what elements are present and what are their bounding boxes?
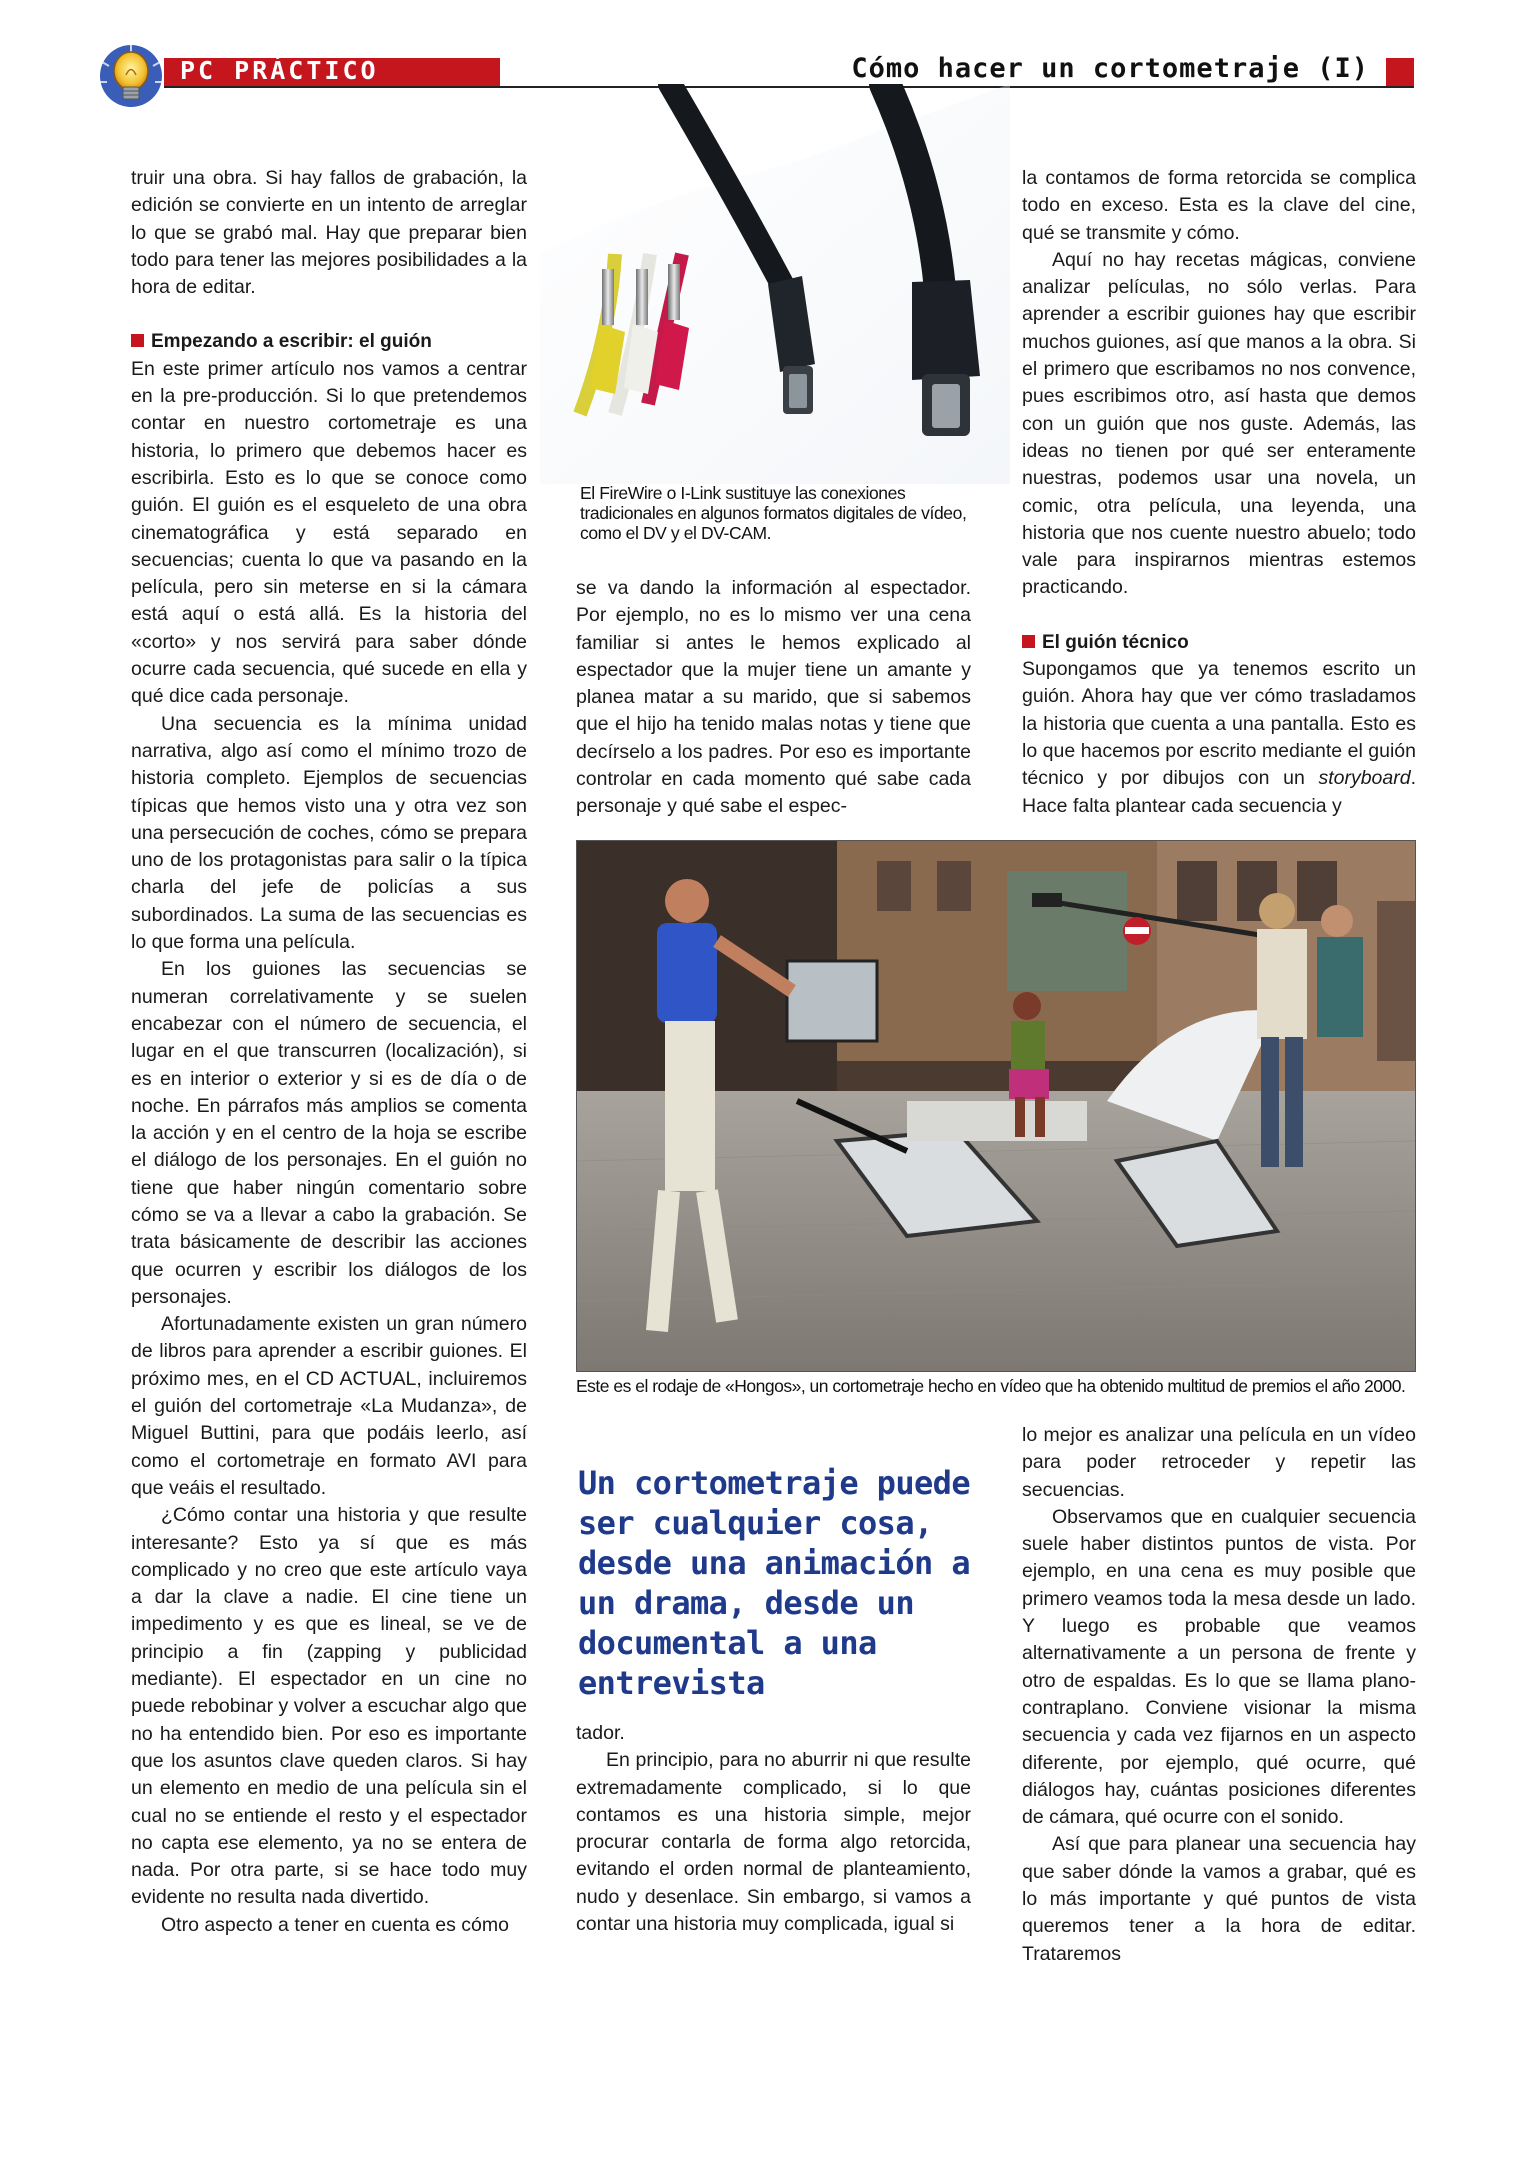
figure-caption: Este es el rodaje de «Hongos», un cortometraje hecho en vídeo que ha obtenido multitud de premios el año 2000. bbox=[576, 1376, 1406, 1396]
paragraph: lo mejor es analizar una película en un vídeo para poder retroceder y repetir las secuencias. bbox=[1022, 1424, 1416, 1501]
lightbulb-icon bbox=[90, 42, 172, 110]
pull-quote: Un cortometraje puede ser cualquier cosa, desde una animación a un drama, desde un documental a una entrevista bbox=[578, 1464, 970, 1702]
column-1 bbox=[131, 165, 527, 1939]
emphasis: storyboard bbox=[1318, 767, 1411, 790]
bullet-square-icon bbox=[1022, 635, 1035, 648]
paragraph: se va dando la información al espectador. Por ejemplo, no es lo mismo ver una cena familiar si antes le hemos explicado al espectador que la mujer tiene un amante y planea matar a su marido, que si sabemos que el hijo ha tenido malas notas y tiene que decírselo a los padres. Por eso es importante controlar en cada momento qué sabe cada personaje y qué sabe el espec- bbox=[576, 577, 971, 818]
firewire-cables-photo bbox=[540, 84, 1010, 484]
paragraph: En los guiones las secuencias se numeran correlativamente y se suelen encabezar con el número de secuencia, el lugar en el que transcurren (localización), si es en interior o exterior y si es de día o de noche. En párrafos más amplios se comenta la acción y en el centro de la hoja se escribe el diálogo de los personajes. En el guión no tiene que haber ningún comentario sobre cómo se va a llevar a cabo la grabación. Se trata básicamente de describir las acciones que ocurren y escribir los diálogos de los personajes. bbox=[131, 958, 527, 1308]
article-title: Cómo hacer un cortometraje (I) bbox=[851, 53, 1369, 84]
column-3 bbox=[1022, 165, 1416, 820]
paragraph: Afortunadamente existen un gran número de libros para aprender a escribir guiones. El próximo mes, en el CD ACTUAL, incluiremos el guión del cortometraje «La Mudanza», de Miguel Buttini, para que podáis leerlo, así como el cortometraje en formato AVI para que veáis el resultado. bbox=[131, 1313, 527, 1499]
figure-caption: El FireWire o I-Link sustituye las conexiones tradicionales en algunos formatos digitales de vídeo, como el DV y el DV-CAM. bbox=[580, 483, 967, 543]
paragraph: Una secuencia es la mínima unidad narrativa, algo así como el mínimo trozo de historia completo. Ejemplos de secuencias típicas que hemos visto una y otra vez son una persecución de coches, cómo se prepara uno de los protagonistas para salir o la típica charla del jefe de policías a sus subordinados. La suma de las secuencias es lo que forma una película. bbox=[131, 712, 527, 954]
column-2-continued bbox=[576, 1720, 971, 1938]
paragraph: En principio, para no aburrir ni que resulte extremadamente complicado, si lo que contamos es una historia simple, mejor procurar contarla de forma algo retorcida, evitando el orden normal de planteamiento, nudo y desenlace. Sin embargo, si vamos a contar una historia muy complicada, igual si bbox=[576, 1749, 971, 1936]
section-label: PC PRÁCTICO bbox=[180, 56, 379, 85]
column-2 bbox=[576, 575, 971, 821]
subheading bbox=[131, 328, 527, 355]
paragraph: Aquí no hay recetas mágicas, conviene analizar películas, no sólo verlas. Para aprender a escribir guiones hay que escribir muchos guiones, así que manos a la obra. Si el primero que escribamos no nos convence, pues escribimos otro, así hasta que demos con un guión que nos guste. Además, las ideas no tienen por qué ser enteramente nuestras, podemos usar una novela, un comic, otra película, una leyenda, una historia que nos cuente nuestro abuelo; todo vale para inspirarnos mientras estemos practicando. bbox=[1022, 248, 1416, 599]
column-3-continued bbox=[1022, 1422, 1416, 1968]
paragraph: Observamos que en cualquier secuencia suele haber distintos puntos de vista. Por ejemplo, en una cena es muy posible que primero veamos toda la mesa desde un lado. Y luego es probable que veamos alternativamente a un persona de frente y otro de espaldas. Es lo que se llama plano-contraplano. Conviene visionar la misma secuencia y cada vez fijarnos en un aspecto diferente, por ejemplo, qué ocurre, qué diálogos hay, cuántas posiciones diferentes de cámara, qué ocurre con el sonido. bbox=[1022, 1505, 1416, 1829]
paragraph: ¿Cómo contar una historia y que resulte interesante? Esto ya sí que es más complicado y no creo que este artículo vaya a dar la clave a nadie. El cine tiene un impedimento y es que es lineal, se ve de principio a fin (zapping y publicidad mediante). El espectador en un cine no puede rebobinar y volver a escuchar algo que no ha entendido bien. Por eso es importante que los asuntos clave queden claros. Si hay un elemento en medio de una película sin el cual no se entiende el resto y el espectador no capta ese elemento, ya no se entera de nada. Por otra parte, si se hace todo muy evidente no resulta nada divertido. bbox=[131, 1504, 527, 1909]
paragraph: En este primer artículo nos vamos a centrar en la pre-producción. Si lo que pretendemos contar en nuestro cortometraje es una historia, lo primero que debemos hacer es escribirla. Esto es lo que se conoce como guión. El guión es el esqueleto de una obra cinematográfica y está separado en secuencias; cuenta lo que va pasando en la película, pero sin meterse en si la cámara está aquí o está allá. Es la historia del «corto» y nos servirá para saber dónde ocurre cada secuencia, qué sucede en ella y qué dice cada personaje. bbox=[131, 357, 527, 708]
paragraph: Otro aspecto a tener en cuenta es cómo bbox=[161, 1913, 509, 1936]
subheading-text: Empezando a escribir: el guión bbox=[151, 331, 432, 353]
subheading bbox=[1022, 629, 1416, 656]
paragraph: Así que para planear una secuencia hay que saber dónde la vamos a grabar, qué es lo más importante y qué puntos de vista queremos tener a la hora de editar. Trataremos bbox=[1022, 1833, 1416, 1965]
paragraph: tador. bbox=[576, 1722, 625, 1744]
paragraph: truir una obra. Si hay fallos de grabación, la edición se convierte en un intento de arreglar lo que se grabó mal. Hay que preparar bien todo para tener las mejores posibilidades a la hora de editar. bbox=[131, 167, 527, 299]
film-shoot-photo bbox=[576, 840, 1416, 1372]
paragraph bbox=[1022, 656, 1416, 820]
paragraph-text: Supongamos que ya tenemos escrito un guión. Ahora hay que ver cómo trasladamos la historia que cuenta a una pantalla. Esto es lo que hacemos por escrito mediante el guión técnico y por dibujos con un bbox=[1022, 658, 1416, 790]
header-title-marker bbox=[1386, 58, 1414, 86]
paragraph: la contamos de forma retorcida se complica todo en exceso. Esta es la clave del cine, qué se transmite y cómo. bbox=[1022, 167, 1416, 244]
subheading-text: El guión técnico bbox=[1042, 631, 1189, 653]
paragraph-text: . Hace falta plantear cada secuencia y bbox=[1022, 767, 1416, 817]
bullet-square-icon bbox=[131, 334, 144, 347]
